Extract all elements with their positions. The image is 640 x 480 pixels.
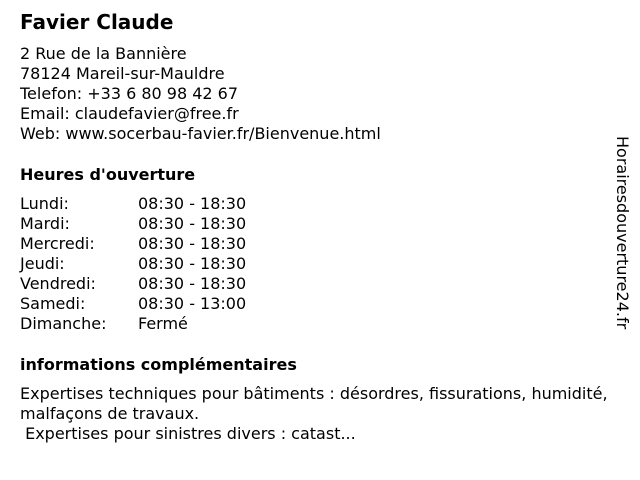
website-link[interactable]: Web: www.socerbau-favier.fr/Bienvenue.html — [20, 124, 381, 143]
street-address: 2 Rue de la Bannière — [20, 44, 187, 63]
address-block — [20, 44, 610, 144]
info-paragraph: Expertises techniques pour bâtiments : désordres, fissurations, humidité, malfaçons de travaux. — [20, 384, 608, 423]
business-card — [20, 8, 610, 444]
hours-row-thursday — [20, 254, 610, 274]
info-paragraph-truncated: Expertises pour sinistres divers : catast... — [20, 424, 356, 443]
site-watermark: Horairesdouverture24.fr — [613, 136, 632, 330]
time-value: Fermé — [138, 314, 188, 333]
hours-row-monday — [20, 194, 610, 214]
time-value: 08:30 - 18:30 — [138, 274, 247, 293]
time-value: 08:30 - 18:30 — [138, 254, 247, 273]
day-label: Lundi: — [20, 194, 69, 213]
opening-hours-title: Heures d'ouverture — [20, 165, 196, 184]
business-name: Favier Claude — [20, 10, 174, 34]
day-label: Dimanche: — [20, 314, 107, 333]
day-label: Jeudi: — [20, 254, 65, 273]
hours-row-friday — [20, 274, 610, 294]
hours-row-sunday — [20, 314, 610, 334]
day-label: Mercredi: — [20, 234, 95, 253]
time-value: 08:30 - 18:30 — [138, 234, 247, 253]
opening-hours-table — [20, 194, 610, 334]
time-value: 08:30 - 18:30 — [138, 194, 247, 213]
hours-row-tuesday — [20, 214, 610, 234]
email-address[interactable]: Email: claudefavier@free.fr — [20, 104, 239, 123]
additional-info-title: informations complémentaires — [20, 355, 297, 374]
hours-row-wednesday — [20, 234, 610, 254]
day-label: Mardi: — [20, 214, 70, 233]
day-label: Vendredi: — [20, 274, 96, 293]
day-label: Samedi: — [20, 294, 86, 313]
hours-row-saturday — [20, 294, 610, 314]
time-value: 08:30 - 13:00 — [138, 294, 247, 313]
phone-number[interactable]: Telefon: +33 6 80 98 42 67 — [20, 84, 239, 103]
additional-info-text — [20, 384, 610, 444]
time-value: 08:30 - 18:30 — [138, 214, 247, 233]
city-address: 78124 Mareil-sur-Mauldre — [20, 64, 225, 83]
